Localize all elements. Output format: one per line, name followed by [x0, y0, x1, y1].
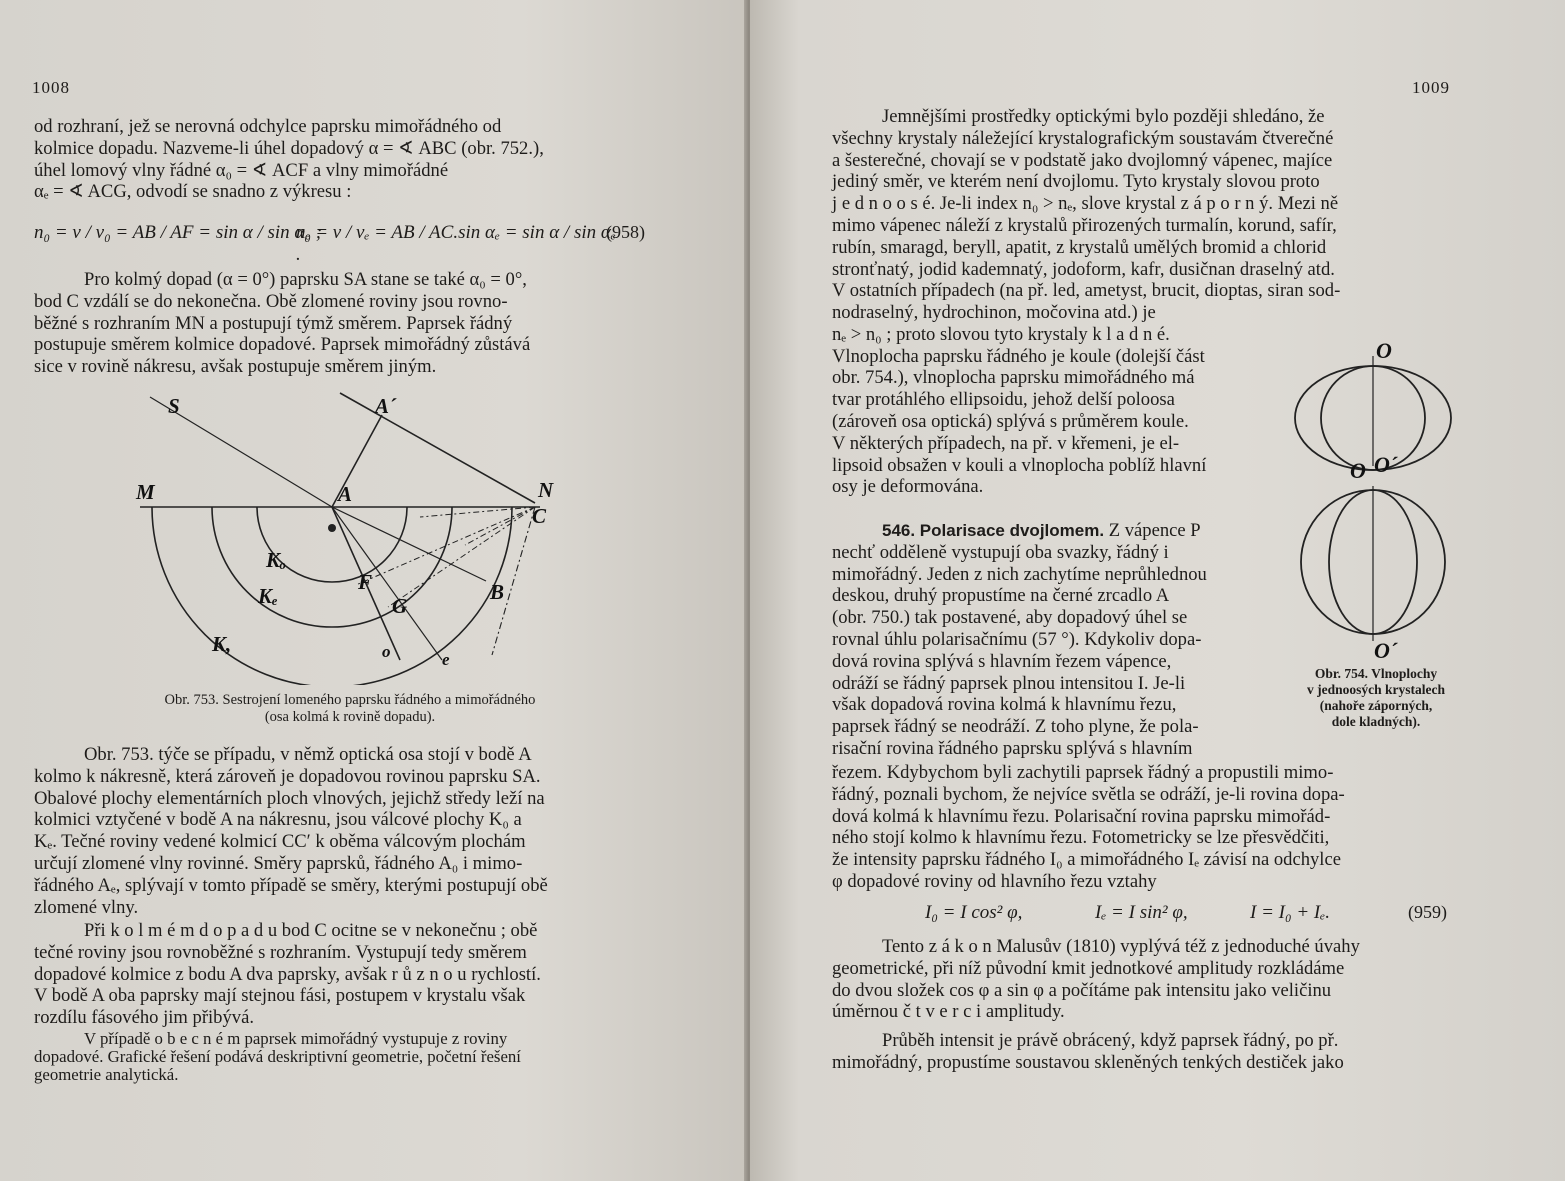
text-line: Obr. 753. týče se případu, v němž optická osa stojí v bodě A	[84, 744, 532, 765]
page-number-right: 1009	[1412, 78, 1450, 97]
formula-959-part-3: I = I₀ + Iₑ.	[1250, 902, 1330, 923]
label-n: N	[538, 478, 554, 502]
left-para-5	[34, 1030, 652, 1084]
label-g: G	[392, 594, 408, 618]
label-s: S	[168, 394, 180, 418]
text-line: rubín, smaragd, beryll, apatit, z krystalů umělých bromid a chlorid	[832, 236, 1327, 258]
text-line: odráží se řádný paprsek plnou intensitou I. Je-li	[832, 672, 1186, 694]
text-line: mimořádný. Jeden z nich zachytíme neprůhlednou	[832, 563, 1207, 585]
text-line: bod C vzdálí se do nekonečna. Obě zlomené roviny jsou rovno-	[34, 290, 508, 312]
left-para-1	[34, 116, 652, 203]
label-m: M	[136, 480, 155, 504]
text-line: do dvou složek cos φ a sin φ a počítáme pak intensitu jako veličinu	[832, 979, 1332, 1001]
text-line: risační rovina řádného paprsku splývá s hlavním	[832, 737, 1193, 759]
text-line: mimořádný, propustíme soustavou skleněných tenkých destiček jako	[832, 1051, 1344, 1073]
caption-754	[1276, 666, 1476, 730]
text-line: lipsoid obsažen v kouli a vlnoplocha poblíž hlavní	[832, 454, 1207, 476]
text-line: dová kolmá k hlavnímu řezu. Polarisační rovina paprsku mimořád-	[832, 805, 1331, 827]
right-para-1-full	[832, 106, 1456, 302]
text-line: úměrnou č t v e r c i amplitudy.	[832, 1001, 1065, 1023]
text-line: jediný směr, ve kterém není dvojlomu. Tyto krystaly slovou proto	[832, 171, 1320, 193]
right-para-3	[832, 762, 1456, 893]
label-top-o: O	[1376, 338, 1392, 363]
formula-958-right: nₑ = v / vₑ = AB / AC.sin αₑ = sin α / sin αₑ .	[296, 222, 616, 265]
caption-line: Obr. 754. Vlnoplochy	[1314, 666, 1438, 681]
label-o: o	[382, 642, 391, 661]
equation-number-958: (958)	[606, 222, 645, 242]
text-line: Jemnějšími prostředky optickými bylo později shledáno, že	[882, 106, 1325, 127]
text-line: V některých případech, na př. v křemeni, je el-	[832, 432, 1180, 454]
label-f: F	[358, 570, 373, 594]
text-line: sice v rovině nákresu, avšak postupuje směrem jiným.	[34, 356, 437, 378]
text-line: zlomené vlny.	[34, 896, 139, 918]
formula-959-part-2: Iₑ = I sin² φ,	[1095, 902, 1188, 923]
text-line: řezem. Kdybychom byli zachytili paprsek řádný a propustili mimo-	[832, 762, 1334, 783]
text-line: Kₑ. Tečné roviny vedené kolmicí CC′ k oběma válcovým plochám	[34, 831, 526, 853]
right-page	[750, 0, 1565, 1181]
text-line: nₑ > n₀ ; proto slovou tyto krystaly k l a d n é.	[832, 323, 1170, 345]
text-line: rozdílu fásového jim přibývá.	[34, 1007, 254, 1029]
caption-line: dole kladných).	[1331, 714, 1421, 729]
text-line: nodraselný, hydrochinon, močovina atd.) je	[832, 302, 1156, 323]
left-para-3	[34, 744, 652, 918]
label-e: e	[442, 650, 450, 669]
equation-number-959: (959)	[1408, 902, 1447, 922]
right-para-5	[832, 1030, 1456, 1074]
text-line: tvar protáhlého ellipsoidu, jehož delší poloosa	[832, 389, 1175, 411]
caption-line: (osa kolmá k rovině dopadu).	[264, 709, 436, 725]
page-number-left: 1008	[32, 78, 70, 97]
text-line: Průběh intensit je právě obrácený, když paprsek řádný, po př.	[882, 1030, 1339, 1051]
text-line: Vlnoplocha paprsku řádného je koule (dolejší část	[832, 345, 1205, 367]
text-line: Tento z á k o n Malusův (1810) vyplývá též z jednoduché úvahy	[882, 936, 1360, 957]
label-mid-o: O	[1350, 458, 1366, 483]
text-line: běžné s rozhraním MN a postupují týmž směrem. Paprsek řádný	[34, 312, 513, 334]
caption-753	[40, 692, 660, 726]
label-mid-o-prime: O´	[1374, 452, 1398, 477]
text-line: deskou, druhý propustíme na černé zrcadlo A	[832, 585, 1170, 607]
text-line: určují zlomené vlny rovinné. Směry paprsků, řádného A₀ i mimo-	[34, 852, 523, 874]
text-line: řádného Aₑ, splývají v tomto případě se směry, kterými postupují obě	[34, 874, 548, 896]
left-para-2	[34, 269, 652, 378]
text-line: od rozhraní, jež se nerovná odchylce paprsku mimořádného od	[34, 116, 502, 137]
text-line: j e d n o o s é. Je-li index n₀ > nₑ, slove krystal z á p o r n ý. Mezi ně	[832, 193, 1339, 215]
label-c: C	[532, 504, 547, 528]
tangent-cg	[388, 507, 535, 607]
left-para-4	[34, 920, 652, 1029]
text-line: V případě o b e c n é m paprsek mimořádný vystupuje z roviny	[84, 1029, 508, 1048]
text-line: že intensity paprsku řádného I₀ a mimořádného Iₑ závisí na odchylce	[832, 849, 1341, 871]
text-line: všechny krystaly náležející krystalografickým soustavám čtverečné	[832, 127, 1334, 149]
label-a: A	[338, 482, 353, 506]
text-line: a šesterečné, chovají se v podstatě jako dvojlomný vápenec, majíce	[832, 149, 1333, 171]
line-aprime-n	[340, 393, 535, 503]
section-heading: 546. Polarisace dvojlomem.	[882, 521, 1105, 540]
text-line: ného stojí kolmo k hlavnímu řezu. Fotometricky se lze přesvědčiti,	[832, 827, 1330, 849]
text-line: V bodě A oba paprsky mají stejnou fási, postupem v krystalu však	[34, 985, 526, 1007]
figure-753	[120, 385, 590, 685]
text-line: obr. 754.), vlnoplocha paprsku mimořádného má	[832, 367, 1195, 389]
text-line: Při k o l m é m d o p a d u bod C ocitne se v nekonečnu ; obě	[84, 920, 538, 941]
point-dot	[328, 524, 336, 532]
text-line: Obalové plochy elementárních ploch vlnových, jejichž středy leží na	[34, 787, 545, 809]
right-para-4	[832, 936, 1456, 1023]
text-line: stronťnatý, jodid kademnatý, jodoform, kafr, dusičnan draselný atd.	[832, 258, 1335, 280]
caption-line: v jednoosých krystalech	[1307, 682, 1445, 697]
text-line: (zároveň osa optická) splývá s průměrem koule.	[832, 410, 1189, 432]
label-b: B	[490, 580, 505, 604]
text-line: tečné roviny jsou rovnoběžné s rozhraním. Vystupují tedy směrem	[34, 941, 527, 963]
caption-line: (nahoře záporných,	[1319, 698, 1433, 713]
text-line: nechť odděleně vystupují oba svazky, řádný i	[832, 541, 1169, 563]
text-line: geometrické, při níž původní kmit jednotkové amplitudy rozkládáme	[832, 957, 1345, 979]
section-546	[832, 520, 1272, 760]
text-line: dopadové. Grafické řešení podává deskriptivní geometrie, početní řešení	[34, 1047, 521, 1066]
section-546-first-line	[832, 520, 1272, 542]
label-k-e: Kₑ	[258, 584, 278, 608]
text-line: rovnal úhlu polarisačnímu (57 °). Kdykoliv dopa-	[832, 628, 1202, 650]
left-page	[0, 0, 748, 1181]
text-line: úhel lomový vlny řádné α₀ = ∢ ACF a vlny mimořádné	[34, 159, 449, 181]
text-line: paprsek řádný se neodráží. Z toho plyne, že pola-	[832, 716, 1199, 738]
figure-754	[1288, 336, 1458, 666]
label-a-prime: A´	[375, 394, 396, 418]
text-line: geometrie analytická.	[34, 1065, 179, 1084]
text-line: však dopadová rovina kolmá k hlavnímu řezu,	[832, 694, 1177, 716]
text-line: dopadové kolmice z bodu A dva paprsky, avšak r ů z n o u rychlostí.	[34, 963, 541, 985]
dash-line-2	[420, 507, 535, 517]
text-line: kolmici vztyčené v bodě A na nákresnu, jsou válcové plochy K₀ a	[34, 809, 522, 831]
text-line: kolmo k nákresně, která zároveň je dopadovou rovinou paprsku SA.	[34, 765, 541, 787]
label-k-o: Kₒ	[266, 548, 287, 572]
text-line: řádný, poznali bychom, že nejvíce světla se odráží, je-li rovina dopa-	[832, 783, 1345, 805]
ray-ab	[332, 507, 486, 581]
text-line: αₑ = ∢ ACG, odvodí se snadno z výkresu :	[34, 181, 352, 203]
arc-k-outer	[152, 507, 512, 685]
text-line: Pro kolmý dopad (α = 0°) paprsku SA stane se také α₀ = 0°,	[84, 269, 527, 290]
text-line: (obr. 750.) tak postavené, aby dopadový úhel se	[832, 607, 1188, 629]
formula-958-left: n₀ = v / v₀ = AB / AF = sin α / sin α₀ ;	[34, 222, 323, 243]
label-bottom-o-prime: O´	[1374, 638, 1398, 663]
dash-line-1	[465, 507, 535, 545]
text-line: kolmice dopadu. Nazveme-li úhel dopadový α = ∢ ABC (obr. 752.),	[34, 137, 544, 159]
text-line: Z vápence P	[1108, 520, 1201, 541]
formula-959-part-1: I₀ = I cos² φ,	[925, 902, 1023, 923]
caption-line: Obr. 753. Sestrojení lomeného paprsku řádného a mimořádného	[164, 692, 536, 708]
right-para-1-narrow	[832, 302, 1262, 498]
text-line: V ostatních případech (na př. led, ametyst, brucit, dioptas, siran sod-	[832, 280, 1341, 302]
text-line: φ dopadové roviny od hlavního řezu vztahy	[832, 870, 1157, 892]
text-line: osy je deformována.	[832, 476, 984, 498]
label-k: K,	[212, 632, 232, 656]
text-line: mimo vápenec náleží z krystalů přirozených turmalín, korund, safír,	[832, 214, 1337, 236]
text-line: postupuje směrem kolmice dopadové. Paprsek mimořádný zůstává	[34, 334, 531, 356]
text-line: dová rovina splývá s hlavním řezem vápence,	[832, 650, 1172, 672]
